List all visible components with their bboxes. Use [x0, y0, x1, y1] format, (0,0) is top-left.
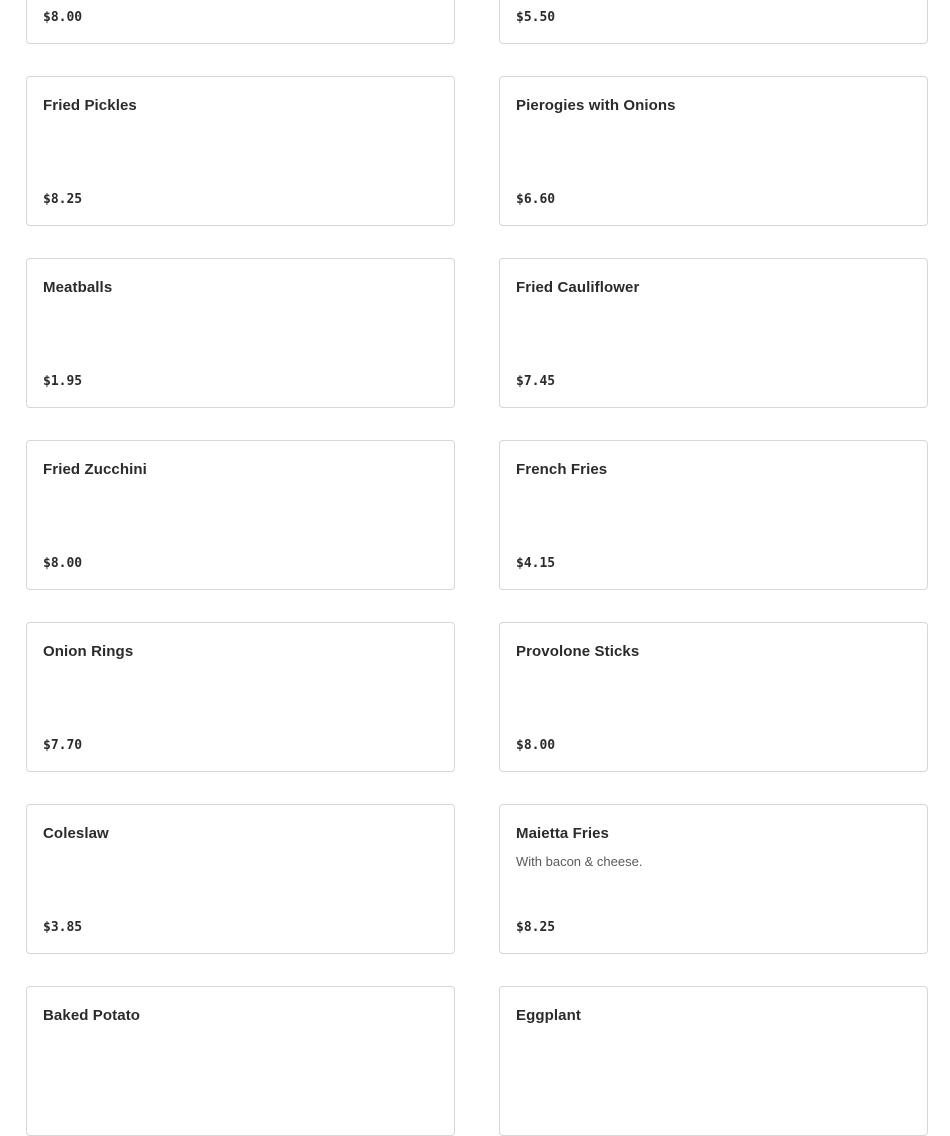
menu-item-card[interactable]: [26, 0, 455, 44]
item-price: $8.25: [516, 920, 556, 935]
item-price: $7.70: [43, 738, 83, 753]
item-name: Fried Pickles: [43, 97, 137, 114]
menu-item-card[interactable]: [26, 76, 455, 226]
item-price: $3.85: [43, 920, 83, 935]
menu-item-card[interactable]: [26, 986, 455, 1136]
menu-item-card[interactable]: [499, 0, 928, 44]
item-price: $8.00: [516, 738, 556, 753]
item-name: Pierogies with Onions: [516, 97, 676, 114]
item-price: $8.00: [43, 556, 83, 571]
item-name: Onion Rings: [43, 643, 134, 660]
menu-item-card[interactable]: [499, 804, 928, 954]
item-name: Baked Potato: [43, 1007, 141, 1024]
item-name: Fried Zucchini: [43, 461, 147, 478]
item-name: Coleslaw: [43, 825, 109, 842]
menu-item-card[interactable]: [26, 258, 455, 408]
menu-item-card[interactable]: [499, 440, 928, 590]
item-price: $8.00: [43, 10, 83, 25]
menu-item-card[interactable]: [26, 622, 455, 772]
item-name: Eggplant: [516, 1007, 581, 1024]
menu-item-card[interactable]: [499, 258, 928, 408]
item-price: $7.45: [516, 374, 556, 389]
item-name: Provolone Sticks: [516, 643, 640, 660]
item-price: $8.25: [43, 192, 83, 207]
item-description: With bacon & cheese.: [516, 854, 643, 869]
menu-item-card[interactable]: [26, 804, 455, 954]
item-price: $1.95: [43, 374, 83, 389]
item-price: $5.50: [516, 10, 556, 25]
item-name: Fried Cauliflower: [516, 279, 640, 296]
item-name: French Fries: [516, 461, 608, 478]
menu-item-card[interactable]: [499, 986, 928, 1136]
menu-item-card[interactable]: [499, 622, 928, 772]
menu-item-card[interactable]: [499, 76, 928, 226]
item-name: Meatballs: [43, 279, 113, 296]
item-price: $4.15: [516, 556, 556, 571]
item-name: Maietta Fries: [516, 825, 609, 842]
menu-item-card[interactable]: [26, 440, 455, 590]
item-price: $6.60: [516, 192, 556, 207]
